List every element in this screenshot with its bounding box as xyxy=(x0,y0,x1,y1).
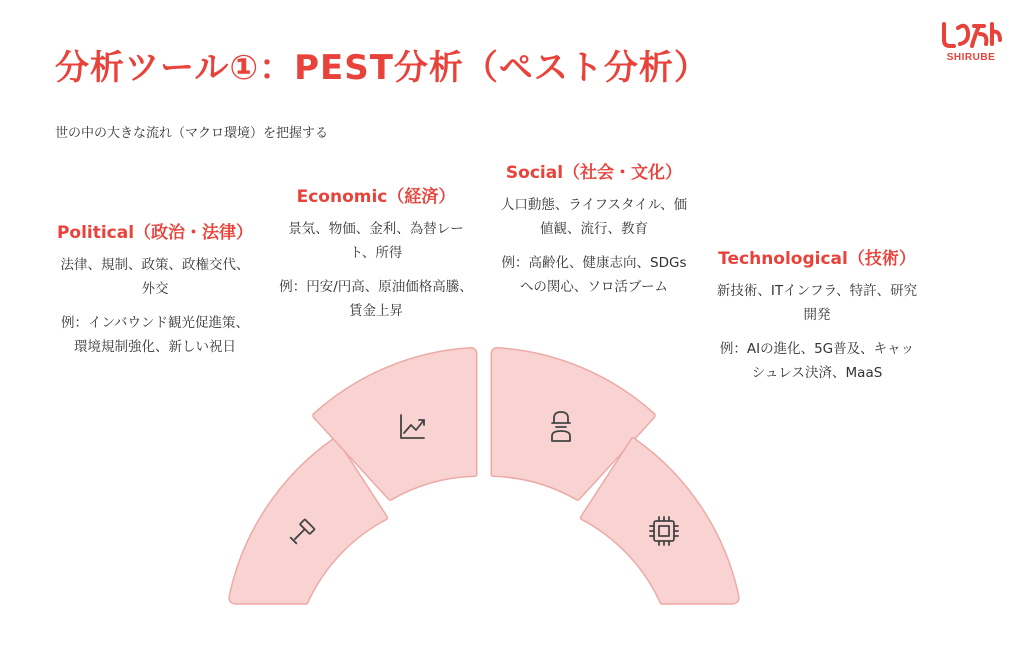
social-example: 例：高齢化、健康志向、SDGsへの関心、ソロ活ブーム xyxy=(501,255,687,295)
page-title: 分析ツール①：PEST分析（ペスト分析） xyxy=(55,48,709,88)
technological-example: 例：AIの進化、5G普及、キャッシュレス決済、MaaS xyxy=(719,341,915,381)
economic-description: 景気、物価、金利、為替レート、所得 xyxy=(288,221,464,261)
technological-description: 新技術、ITインフラ、特許、研究開発 xyxy=(716,283,918,323)
social-title: Social（社会・文化） xyxy=(505,163,683,183)
technological-title: Technological（技術） xyxy=(718,249,916,269)
political-description: 法律、規制、政策、政権交代、外交 xyxy=(60,257,250,297)
political-title: Political（政治・法律） xyxy=(56,223,254,243)
logo-wordmark: SHIRUBE xyxy=(946,52,996,63)
economic-title: Economic（経済） xyxy=(296,187,456,207)
political-example: 例：インバウンド観光促進策、環境規制強化、新しい祝日 xyxy=(60,315,250,355)
social-description: 人口動態、ライフスタイル、価値観、流行、教育 xyxy=(500,197,688,237)
economic-example: 例：円安/円高、原油価格高騰、賃金上昇 xyxy=(279,279,473,319)
subtitle: 世の中の大きな流れ（マクロ環境）を把握する xyxy=(55,126,329,141)
